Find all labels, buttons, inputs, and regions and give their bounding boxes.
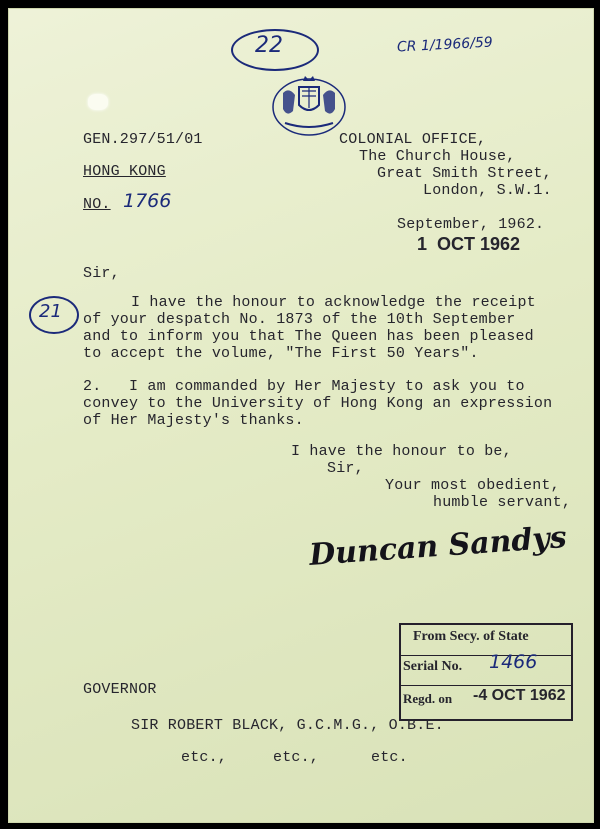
paragraph-line: 2. I am commanded by Her Majesty to ask you to: [83, 378, 525, 395]
stamp-regd-label: Regd. on: [403, 691, 453, 706]
etc-text: etc.,: [181, 749, 228, 766]
paragraph-line: I have the honour to acknowledge the receipt: [131, 294, 536, 311]
file-reference-handwritten: CR 1/1966/59: [396, 34, 494, 56]
paragraph-line: of Her Majesty's thanks.: [83, 412, 304, 429]
signature: Duncan Sandys: [308, 520, 568, 573]
received-date-stamp: 1 OCT 1962: [417, 234, 521, 254]
closing-line: Your most obedient,: [385, 477, 560, 494]
colony-name: HONG KONG: [83, 163, 166, 180]
office-line: COLONIAL OFFICE,: [339, 131, 487, 148]
letter-page: [8, 8, 594, 823]
addressee-role: GOVERNOR: [83, 681, 157, 698]
closing-line: humble servant,: [433, 494, 572, 511]
letter-date: September, 1962.: [397, 216, 545, 233]
salutation: Sir,: [83, 265, 120, 282]
royal-coat-of-arms-icon: [271, 71, 347, 137]
paragraph-line: and to inform you that The Queen has been pleased: [83, 328, 534, 345]
circled-number-left: 21: [39, 301, 62, 322]
number-label: NO.: [83, 196, 111, 213]
closing-line: Sir,: [327, 460, 364, 477]
despatch-number-handwritten: 1766: [123, 190, 172, 212]
stamp-serial-label: Serial No.: [403, 659, 463, 674]
office-line: The Church House,: [359, 148, 516, 165]
paragraph-line: to accept the volume, "The First 50 Years".: [83, 345, 479, 362]
office-line: London, S.W.1.: [423, 182, 552, 199]
etc-text: etc.: [371, 749, 408, 766]
office-line: Great Smith Street,: [377, 165, 552, 182]
paragraph-line: convey to the University of Hong Kong an expression: [83, 395, 553, 412]
addressee-name: SIR ROBERT BLACK, G.C.M.G., O.B.E.: [131, 717, 444, 734]
stamp-title: From Secy. of State: [413, 629, 529, 644]
punch-hole: [88, 94, 108, 110]
file-reference: GEN.297/51/01: [83, 131, 203, 148]
circled-number-top: 22: [255, 33, 283, 58]
paragraph-line: of your despatch No. 1873 of the 10th September: [83, 311, 516, 328]
closing-line: I have the honour to be,: [291, 443, 512, 460]
stamp-serial-value: 1466: [489, 651, 538, 673]
etc-text: etc.,: [273, 749, 320, 766]
stamp-regd-date: -4 OCT 1962: [473, 687, 566, 704]
